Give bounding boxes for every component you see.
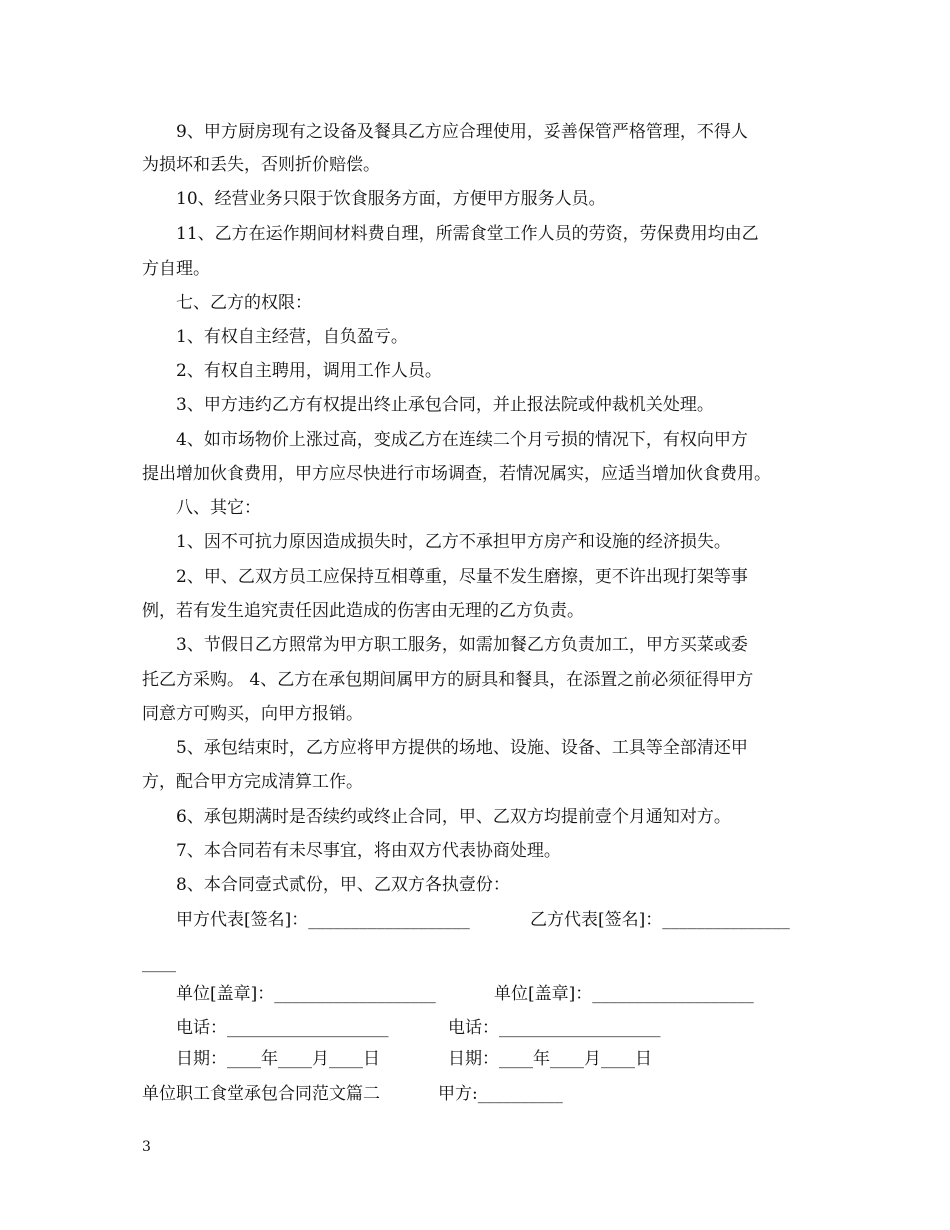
- paragraph-line: 1、有权自主经营，自负盈亏。: [176, 327, 408, 347]
- paragraph-line: 例，若有发生追究责任因此造成的伤害由无理的乙方负责。: [142, 601, 584, 621]
- party-a-date: 日期：____年____月____日: [176, 1049, 380, 1069]
- paragraph-line: 4、如市场物价上涨过高，变成乙方在连续二个月亏损的情况下，有权向甲方: [176, 430, 748, 450]
- paragraph-line: 3、节假日乙方照常为甲方职工服务，如需加餐乙方负责加工，甲方买菜或委: [176, 635, 748, 655]
- paragraph-line: 同意方可购买，向甲方报销。: [142, 704, 363, 724]
- paragraph-line: 提出增加伙食费用，甲方应尽快进行市场调查，若情况属实，应适当增加伙食费用。: [142, 464, 771, 484]
- paragraph-line: 托乙方采购。 4、乙方在承包期间属甲方的厨具和餐具，在添置之前必须征得甲方: [142, 670, 754, 690]
- paragraph-line: 10、经营业务只限于饮食服务方面，方便甲方服务人员。: [176, 189, 606, 209]
- paragraph-line: 为损坏和丢失，否则折价赔偿。: [142, 155, 380, 175]
- party-b-phone: 电话：___________________: [448, 1018, 661, 1038]
- section-heading: 七、乙方的权限：: [176, 293, 312, 313]
- next-document-party-a: 甲方:__________: [438, 1084, 563, 1104]
- signature-line-wrap: ____: [142, 953, 176, 973]
- paragraph-line: 2、甲、乙双方员工应保持互相尊重，尽量不发生磨擦，更不许出现打架等事: [176, 567, 748, 587]
- paragraph-line: 方，配合甲方完成清算工作。: [142, 772, 363, 792]
- paragraph-line: 7、本合同若有未尽事宜，将由双方代表协商处理。: [176, 841, 561, 861]
- paragraph-line: 11、乙方在运作期间材料费自理，所需食堂工作人员的劳资，劳保费用均由乙: [176, 224, 759, 244]
- page-number: 3: [142, 1139, 151, 1155]
- paragraph-line: 8、本合同壹式贰份，甲、乙双方各执壹份：: [176, 875, 510, 895]
- paragraph-line: 3、甲方违约乙方有权提出终止承包合同，并止报法院或仲裁机关处理。: [176, 395, 714, 415]
- paragraph-line: 5、承包结束时，乙方应将甲方提供的场地、设施、设备、工具等全部清还甲: [176, 738, 748, 758]
- party-a-phone: 电话：___________________: [176, 1018, 389, 1038]
- party-b-date: 日期：____年____月____日: [448, 1049, 652, 1069]
- paragraph-line: 2、有权自主聘用，调用工作人员。: [176, 361, 442, 381]
- paragraph-line: 9、甲方厨房现有之设备及餐具乙方应合理使用，妥善保管严格管理，不得人: [176, 122, 748, 142]
- paragraph-line: 1、因不可抗力原因造成损失时，乙方不承担甲方房产和设施的经济损失。: [176, 532, 731, 552]
- paragraph-line: 方自理。: [142, 259, 210, 279]
- party-b-unit-seal: 单位[盖章]：___________________: [494, 984, 754, 1004]
- section-heading: 八、其它：: [176, 498, 261, 518]
- party-a-representative-signature: 甲方代表[签名]：___________________: [176, 910, 470, 930]
- next-document-title: 单位职工食堂承包合同范文篇二: [142, 1084, 380, 1104]
- paragraph-line: 6、承包期满时是否续约或终止合同，甲、乙双方均提前壹个月通知对方。: [176, 807, 731, 827]
- party-a-unit-seal: 单位[盖章]：___________________: [176, 984, 436, 1004]
- party-b-representative-signature: 乙方代表[签名]：_______________: [530, 910, 790, 930]
